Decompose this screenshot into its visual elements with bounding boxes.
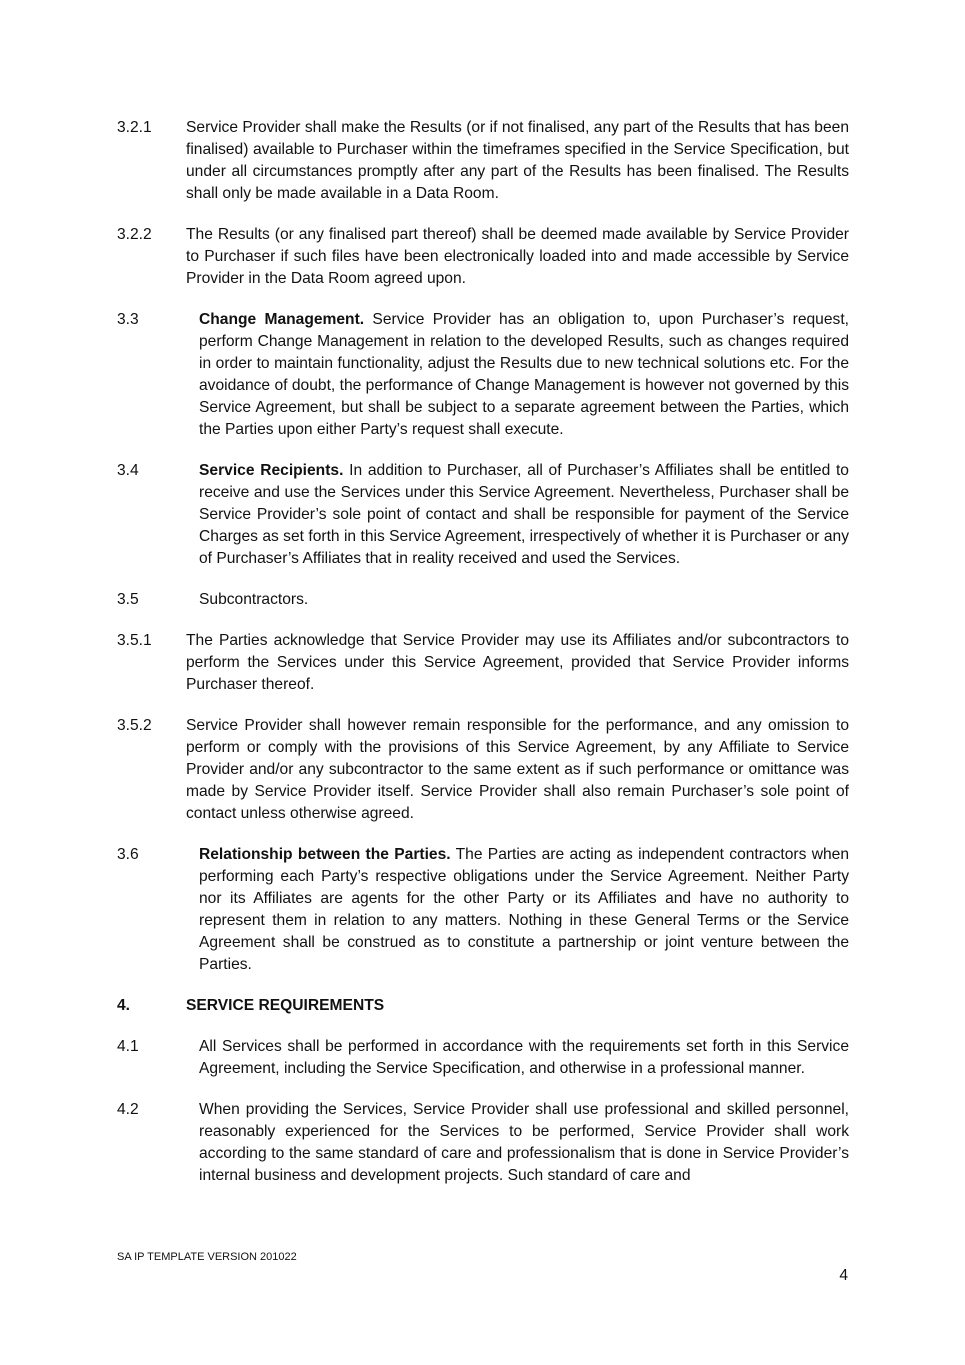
clause-3-2-1 [117, 117, 849, 205]
clause-heading: Service Recipients. [199, 462, 344, 479]
clause-number: 4.1 [117, 1038, 139, 1055]
clause-heading: Relationship between the Parties. [199, 846, 451, 863]
clause-body: In addition to Purchaser, all of Purchaser’s Affiliates shall be entitled to receive and use the Services under this Service Agreement. Nevertheless, Purchaser shall be Service Provider’s sole point of contact and shall be responsible for payment of the Service Charges as set forth in this Service Agreement, irrespectively of whether it is Purchaser or any of Purchaser’s Affiliates that in reality received and used the Services. [199, 462, 849, 567]
clause-number: 3.5 [117, 591, 139, 608]
clause-3-5-2 [117, 715, 849, 825]
clause-number: 3.5.2 [117, 717, 152, 734]
clause-text: All Services shall be performed in accordance with the requirements set forth in this Service Agreement, including the Service Specification, and otherwise in a professional manner. [199, 1038, 849, 1077]
clause-number: 3.2.1 [117, 119, 152, 136]
clause-text: Subcontractors. [199, 591, 309, 608]
page-number: 4 [839, 1267, 848, 1284]
clause-text: Service Provider shall make the Results (or if not finalised, any part of the Results that has been finalised) available to Purchaser within the timeframes specified in the Service Specification, but under all circumstances promptly after any part of the Results has been finalised. The Results shall only be made available in a Data Room. [186, 119, 849, 202]
clause-text [199, 460, 849, 570]
page-footer: SA IP TEMPLATE VERSION 201022 [117, 1251, 297, 1263]
clause-4-1 [117, 1036, 849, 1080]
clause-number: 3.5.1 [117, 632, 152, 649]
clause-3-3 [117, 309, 849, 441]
clause-number: 4.2 [117, 1101, 139, 1118]
clause-text: When providing the Services, Service Provider shall use professional and skilled personnel, reasonably experienced for the Services to be performed, Service Provider shall work according to the same standard of care and professionalism that is done in Service Provider’s internal business and development projects. Such standard of care and [199, 1101, 849, 1184]
clause-text: The Parties acknowledge that Service Provider may use its Affiliates and/or subcontractors to perform the Services under this Service Agreement, provided that Service Provider informs Purchaser thereof. [186, 632, 849, 693]
clause-number: 3.6 [117, 846, 139, 863]
clause-3-5 [117, 589, 849, 611]
clause-text: Service Provider shall however remain responsible for the performance, and any omission to perform or comply with the provisions of this Service Agreement, by any Affiliate to Service Provider and/or any subcontractor to the same extent as if such performance or omittance was made by Service Provider itself. Service Provider shall also remain Purchaser’s sole point of contact unless otherwise agreed. [186, 717, 849, 822]
clause-number: 3.2.2 [117, 226, 152, 243]
clause-text [199, 844, 849, 976]
clause-body: The Parties are acting as independent contractors when performing each Party’s respective obligations under the Service Agreement. Neither Party nor its Affiliates are agents for the other Party or its Affiliates and have no authority to represent them in relation to any matters. Nothing in these General Terms or the Service Agreement shall be construed as to constitute a partnership or joint venture between the Parties. [199, 846, 849, 973]
clause-text [199, 309, 849, 441]
clause-3-4 [117, 460, 849, 570]
document-body [117, 117, 849, 1206]
clause-3-2-2 [117, 224, 849, 290]
section-4-heading [117, 995, 849, 1017]
section-title: SERVICE REQUIREMENTS [186, 997, 385, 1014]
clause-number: 3.4 [117, 462, 139, 479]
clause-body: Service Provider has an obligation to, upon Purchaser’s request, perform Change Management in relation to the developed Results, such as changes required in order to maintain functionality, adjust the Results due to new technical solutions etc. For the avoidance of doubt, the performance of Change Management is however not governed by this Service Agreement, but shall be subject to a separate agreement between the Parties, which the Parties upon either Party’s request shall execute. [199, 311, 849, 438]
clause-text: The Results (or any finalised part thereof) shall be deemed made available by Service Provider to Purchaser if such files have been electronically loaded into and made accessible by Service Provider in the Data Room agreed upon. [186, 226, 849, 287]
clause-3-6 [117, 844, 849, 976]
clause-number: 3.3 [117, 311, 139, 328]
clause-heading: Change Management. [199, 311, 365, 328]
clause-3-5-1 [117, 630, 849, 696]
section-number: 4. [117, 997, 131, 1014]
clause-4-2 [117, 1099, 849, 1187]
